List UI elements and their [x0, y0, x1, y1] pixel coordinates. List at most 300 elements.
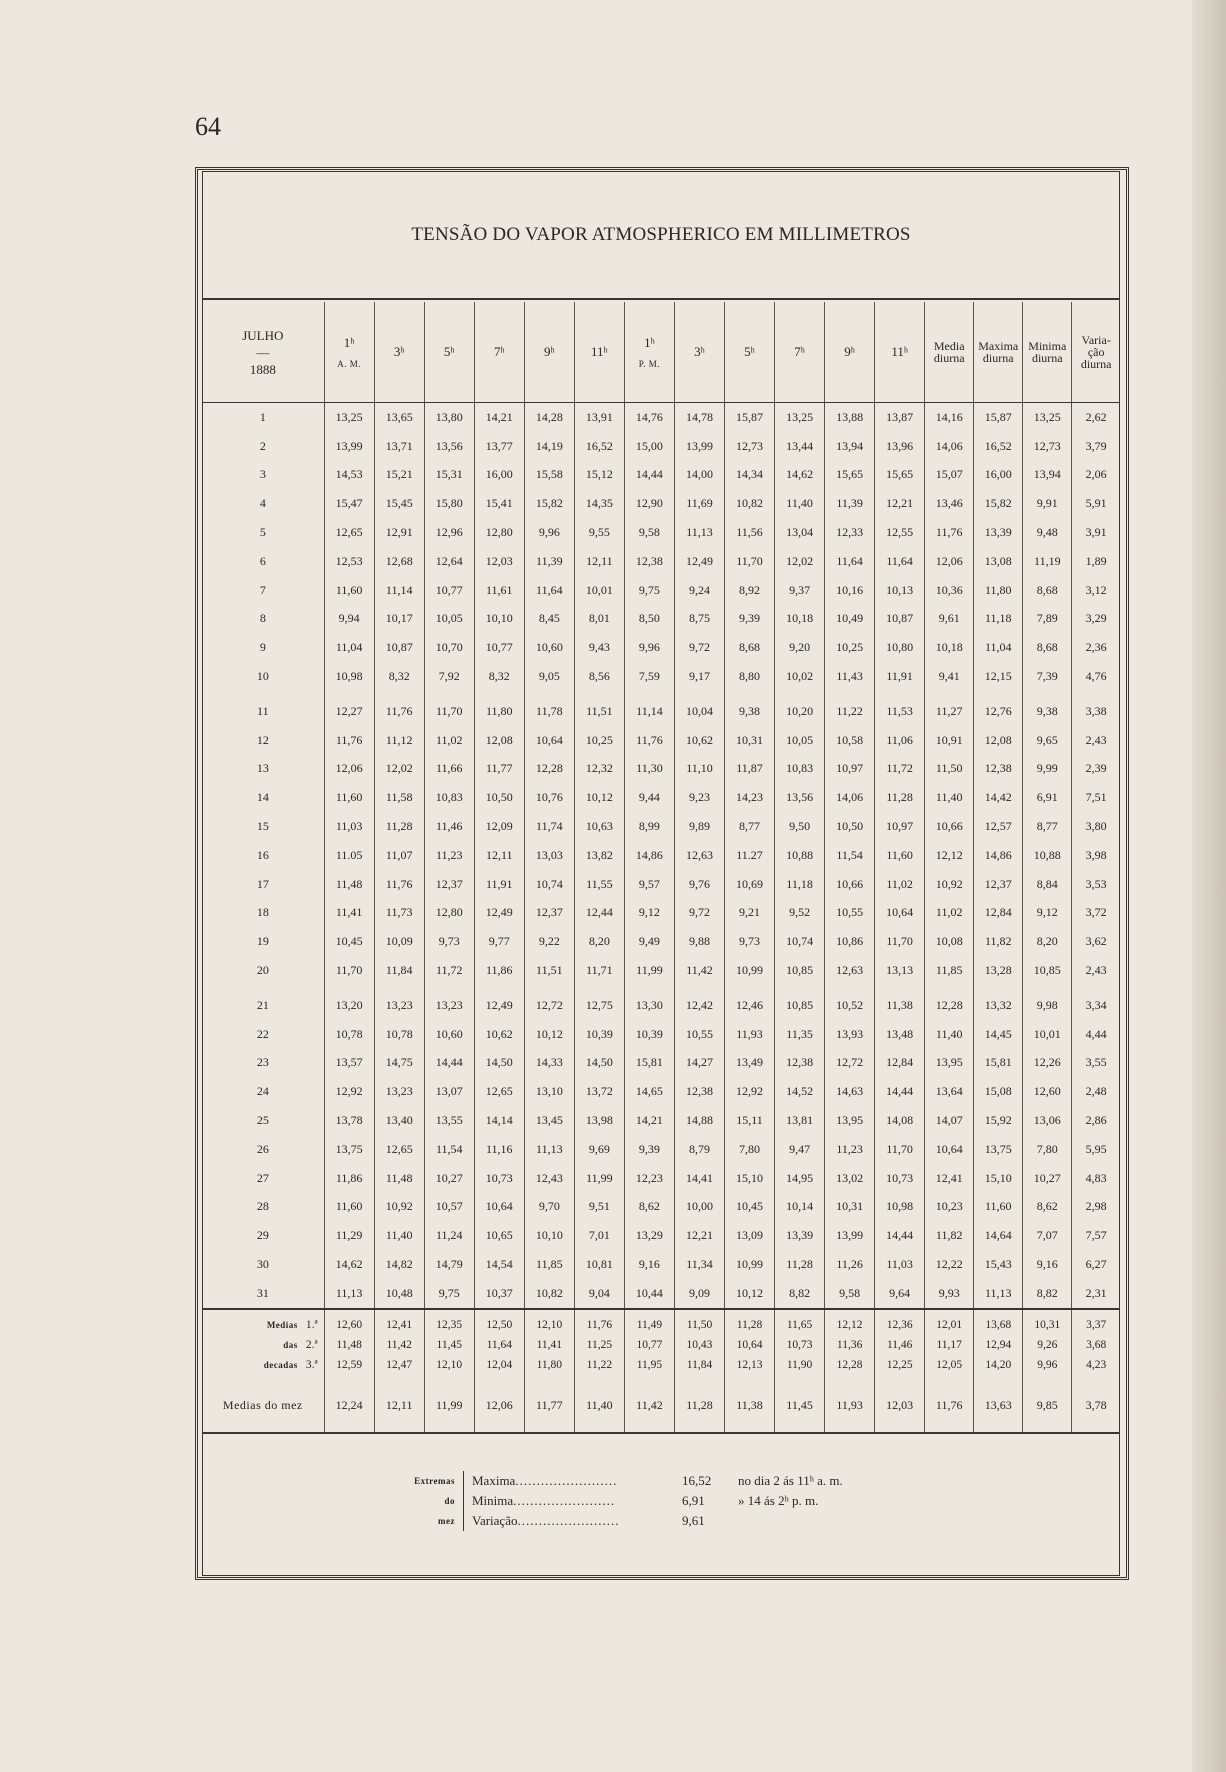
value-cell: 13,80 [424, 403, 474, 432]
value-cell: 14,00 [674, 461, 724, 490]
value-cell: 9,58 [825, 1279, 875, 1309]
table-row [202, 547, 1120, 576]
value-cell: 9,20 [775, 633, 825, 662]
value-cell: 10,39 [574, 1020, 624, 1049]
value-cell: 11,28 [674, 1380, 724, 1433]
value-cell: 15,87 [974, 403, 1023, 432]
value-cell: 11,93 [725, 1020, 775, 1049]
value-cell: 2,36 [1072, 633, 1120, 662]
value-cell: 13,64 [925, 1077, 974, 1106]
value-cell: 10,17 [374, 605, 424, 634]
value-cell: 12,90 [624, 489, 674, 518]
value-cell: 14,65 [624, 1077, 674, 1106]
value-cell: 10,91 [925, 726, 974, 755]
leader-dots: ........................ [513, 1493, 616, 1508]
value-cell: 9,12 [624, 899, 674, 928]
value-cell: 3,37 [1072, 1309, 1120, 1336]
hour-label: 9ʰ [844, 344, 855, 359]
hour-header [624, 302, 674, 403]
value-cell: 10,37 [474, 1279, 524, 1309]
value-cell: 11,90 [775, 1356, 825, 1380]
value-cell: 11,42 [674, 956, 724, 985]
value-cell: 8,45 [524, 605, 574, 634]
value-cell: 12,92 [324, 1077, 374, 1106]
value-cell: 16,00 [474, 461, 524, 490]
value-cell: 12,43 [524, 1164, 574, 1193]
table-row [202, 1106, 1120, 1135]
extreme-note: » 14 ás 2ʰ p. m. [738, 1493, 819, 1508]
value-cell: 13,29 [624, 1221, 674, 1250]
value-cell: 12,44 [574, 899, 624, 928]
value-cell: 8,56 [574, 662, 624, 691]
extreme-note: no dia 2 ás 11ʰ a. m. [738, 1473, 843, 1488]
value-cell: 14,06 [825, 783, 875, 812]
value-cell: 10,09 [374, 927, 424, 956]
brace [463, 1511, 472, 1531]
value-cell: 10,55 [825, 899, 875, 928]
extreme-value: 6,91 [682, 1493, 705, 1508]
value-cell: 9,64 [875, 1279, 925, 1309]
value-cell: 11,64 [474, 1336, 524, 1356]
value-cell: 11,27 [925, 697, 974, 726]
value-cell: 9,75 [424, 1279, 474, 1309]
value-cell: 12,03 [474, 547, 524, 576]
value-cell: 3,80 [1072, 812, 1120, 841]
value-cell: 12,38 [624, 547, 674, 576]
value-cell: 14,75 [374, 1049, 424, 1078]
value-cell: 10,52 [825, 991, 875, 1020]
value-cell: 11,76 [925, 1380, 974, 1433]
value-cell: 12,10 [424, 1356, 474, 1380]
value-cell: 10,18 [775, 605, 825, 634]
value-cell: 8,82 [1023, 1279, 1072, 1309]
value-cell: 9,61 [925, 605, 974, 634]
value-cell: 14,20 [974, 1356, 1023, 1380]
value-cell: 11,64 [524, 576, 574, 605]
value-cell: 10,60 [524, 633, 574, 662]
value-cell: 12,25 [875, 1356, 925, 1380]
value-cell: 14,06 [925, 432, 974, 461]
value-cell: 10,78 [374, 1020, 424, 1049]
table-row [202, 755, 1120, 784]
table-row [202, 927, 1120, 956]
value-cell: 15,21 [374, 461, 424, 490]
hour-label: 5ʰ [744, 344, 755, 359]
value-cell: 13,65 [374, 403, 424, 432]
value-cell: 11,87 [725, 755, 775, 784]
value-cell: 12,96 [424, 518, 474, 547]
value-cell: 16,52 [974, 432, 1023, 461]
value-cell: 12,12 [825, 1309, 875, 1336]
value-cell: 11,55 [574, 870, 624, 899]
value-cell: 12,53 [324, 547, 374, 576]
value-cell: 10,98 [875, 1193, 925, 1222]
day-cell: 3 [259, 467, 266, 482]
decade-label-cell [202, 1309, 324, 1336]
value-cell: 11,82 [925, 1221, 974, 1250]
value-cell: 11,60 [324, 783, 374, 812]
day-cell: 16 [256, 847, 269, 862]
value-cell: 9,23 [674, 783, 724, 812]
table-row [202, 1020, 1120, 1049]
value-cell: 14,14 [474, 1106, 524, 1135]
pm-label: P. M. [638, 359, 661, 369]
value-cell: 11,12 [374, 726, 424, 755]
value-cell: 12,03 [875, 1380, 925, 1433]
value-cell: 12,11 [374, 1380, 424, 1433]
value-cell: 11,45 [775, 1380, 825, 1433]
value-cell: 10,57 [424, 1193, 474, 1222]
hour-header [775, 302, 825, 403]
value-cell: 14,42 [974, 783, 1023, 812]
month-dash: — [256, 344, 270, 360]
value-cell: 10,82 [725, 489, 775, 518]
value-cell: 10,92 [925, 870, 974, 899]
value-cell: 12,28 [524, 755, 574, 784]
value-cell: 12,23 [624, 1164, 674, 1193]
value-cell: 12,01 [925, 1309, 974, 1336]
value-cell: 11,36 [825, 1336, 875, 1356]
hour-label: 9ʰ [543, 344, 555, 359]
day-cell: 4 [259, 496, 266, 511]
value-cell: 13,25 [324, 403, 374, 432]
value-cell: 14,78 [674, 403, 724, 432]
stat-header-media: Media diurna [925, 302, 974, 403]
table-row [202, 489, 1120, 518]
value-cell: 11,73 [374, 899, 424, 928]
value-cell: 11,64 [825, 547, 875, 576]
value-cell: 15,00 [624, 432, 674, 461]
value-cell: 11,23 [825, 1135, 875, 1164]
value-cell: 11,70 [875, 927, 925, 956]
value-cell: 10,86 [825, 927, 875, 956]
value-cell: 13,88 [825, 403, 875, 432]
decade-number: 2.ª [305, 1339, 318, 1352]
value-cell: 9,44 [624, 783, 674, 812]
value-cell: 15,12 [574, 461, 624, 490]
value-cell: 7,80 [1023, 1135, 1072, 1164]
value-cell: 9,96 [1023, 1356, 1072, 1380]
value-cell: 8,68 [725, 633, 775, 662]
value-cell: 9,04 [574, 1279, 624, 1309]
hour-header [674, 302, 724, 403]
value-cell: 12,76 [974, 697, 1023, 726]
value-cell: 10,50 [825, 812, 875, 841]
table-row [202, 518, 1120, 547]
value-cell: 10,27 [1023, 1164, 1072, 1193]
day-cell: 22 [256, 1026, 269, 1041]
value-cell: 10,12 [725, 1279, 775, 1309]
value-cell: 15,82 [974, 489, 1023, 518]
value-cell: 10,48 [374, 1279, 424, 1309]
month-header [202, 302, 324, 403]
value-cell: 16,52 [574, 432, 624, 461]
hour-header [825, 302, 875, 403]
value-cell: 13,02 [825, 1164, 875, 1193]
value-cell: 13,23 [374, 1077, 424, 1106]
value-cell: 2,39 [1072, 755, 1120, 784]
value-cell: 11,60 [324, 576, 374, 605]
leader-dots: ........................ [515, 1473, 618, 1488]
value-cell: 12,32 [574, 755, 624, 784]
value-cell: 11,70 [324, 956, 374, 985]
value-cell: 13,72 [574, 1077, 624, 1106]
value-cell: 11,18 [775, 870, 825, 899]
value-cell: 13,28 [974, 956, 1023, 985]
value-cell: 9,77 [474, 927, 524, 956]
value-cell: 9,21 [725, 899, 775, 928]
value-cell: 12,73 [725, 432, 775, 461]
value-cell: 3,62 [1072, 927, 1120, 956]
value-cell: 10,77 [474, 633, 524, 662]
table-row [202, 991, 1120, 1020]
value-cell: 13,56 [775, 783, 825, 812]
value-cell: 11,50 [674, 1309, 724, 1336]
value-cell: 11,69 [674, 489, 724, 518]
value-cell: 11,65 [775, 1309, 825, 1336]
value-cell: 10,10 [524, 1221, 574, 1250]
value-cell: 10,02 [775, 662, 825, 691]
value-cell: 9,94 [324, 605, 374, 634]
value-cell: 10,88 [1023, 841, 1072, 870]
value-cell: 10,45 [725, 1193, 775, 1222]
value-cell: 3,98 [1072, 841, 1120, 870]
value-cell: 11,54 [825, 841, 875, 870]
value-cell: 13,39 [974, 518, 1023, 547]
value-cell: 8,92 [725, 576, 775, 605]
value-cell: 13,95 [825, 1106, 875, 1135]
value-cell: 6,27 [1072, 1250, 1120, 1279]
value-cell: 11,45 [424, 1336, 474, 1356]
value-cell: 3,53 [1072, 870, 1120, 899]
table-row [202, 1049, 1120, 1078]
table-row [202, 1279, 1120, 1309]
day-cell: 23 [256, 1055, 269, 1070]
decade-row [202, 1356, 1120, 1380]
value-cell: 11,48 [374, 1164, 424, 1193]
value-cell: 11,60 [324, 1193, 374, 1222]
value-cell: 11,22 [574, 1356, 624, 1380]
value-cell: 9,47 [775, 1135, 825, 1164]
value-cell: 11,28 [775, 1250, 825, 1279]
value-cell: 11,64 [875, 547, 925, 576]
value-cell: 13,09 [725, 1221, 775, 1250]
value-cell: 11,72 [424, 956, 474, 985]
value-cell: 10,99 [725, 1250, 775, 1279]
value-cell: 9,88 [674, 927, 724, 956]
value-cell: 11,30 [624, 755, 674, 784]
value-cell: 11,49 [624, 1309, 674, 1336]
value-cell: 12,08 [974, 726, 1023, 755]
value-cell: 14,63 [825, 1077, 875, 1106]
hour-label: 3ʰ [393, 344, 405, 359]
value-cell: 16,00 [974, 461, 1023, 490]
day-cell: 26 [256, 1141, 269, 1156]
value-cell: 14,41 [674, 1164, 724, 1193]
value-cell: 11,51 [524, 956, 574, 985]
value-cell: 9,38 [1023, 697, 1072, 726]
value-cell: 12,57 [974, 812, 1023, 841]
value-cell: 12,68 [374, 547, 424, 576]
value-cell: 14,88 [674, 1106, 724, 1135]
value-cell: 8,32 [474, 662, 524, 691]
value-cell: 12,05 [925, 1356, 974, 1380]
value-cell: 11,14 [374, 576, 424, 605]
value-cell: 14,33 [524, 1049, 574, 1078]
value-cell: 11,58 [374, 783, 424, 812]
value-cell: 10,82 [524, 1279, 574, 1309]
value-cell: 14,27 [674, 1049, 724, 1078]
hour-header [875, 302, 925, 403]
table-row [202, 1164, 1120, 1193]
value-cell: 11,56 [725, 518, 775, 547]
value-cell: 15,81 [974, 1049, 1023, 1078]
extreme-name: Minima........................ [472, 1493, 616, 1508]
value-cell: 7,39 [1023, 662, 1072, 691]
value-cell: 10,85 [1023, 956, 1072, 985]
value-cell: 10,50 [474, 783, 524, 812]
value-cell: 9,73 [424, 927, 474, 956]
value-cell: 9,70 [524, 1193, 574, 1222]
value-cell: 15,11 [725, 1106, 775, 1135]
value-cell: 15,47 [324, 489, 374, 518]
table-row [202, 726, 1120, 755]
value-cell: 8,62 [624, 1193, 674, 1222]
value-cell: 9,16 [1023, 1250, 1072, 1279]
value-cell: 9,09 [674, 1279, 724, 1309]
table-row [202, 956, 1120, 985]
table-row [202, 870, 1120, 899]
hour-label: 1ʰ [644, 335, 655, 350]
day-cell: 6 [259, 553, 266, 568]
day-cell: 19 [256, 934, 269, 949]
value-cell: 2,86 [1072, 1106, 1120, 1135]
value-cell: 11,02 [875, 870, 925, 899]
value-cell: 12,15 [974, 662, 1023, 691]
value-cell: 13,96 [875, 432, 925, 461]
value-cell: 12,65 [374, 1135, 424, 1164]
value-cell: 12,38 [974, 755, 1023, 784]
value-cell: 8,62 [1023, 1193, 1072, 1222]
value-cell: 11,40 [925, 783, 974, 812]
value-cell: 10,77 [424, 576, 474, 605]
value-cell: 14,62 [324, 1250, 374, 1279]
value-cell: 12,06 [474, 1380, 524, 1433]
value-cell: 13,25 [775, 403, 825, 432]
value-cell: 12,55 [875, 518, 925, 547]
value-cell: 9,72 [674, 633, 724, 662]
extreme-name: Variação........................ [472, 1513, 620, 1528]
value-cell: 9,58 [624, 518, 674, 547]
value-cell: 2,98 [1072, 1193, 1120, 1222]
value-cell: 11,07 [374, 841, 424, 870]
value-cell: 12,75 [574, 991, 624, 1020]
value-cell: 9,73 [725, 927, 775, 956]
value-cell: 10,64 [875, 899, 925, 928]
value-cell: 10,83 [775, 755, 825, 784]
value-cell: 3,72 [1072, 899, 1120, 928]
value-cell: 8,50 [624, 605, 674, 634]
value-cell: 10,65 [474, 1221, 524, 1250]
value-cell: 9,65 [1023, 726, 1072, 755]
value-cell: 3,79 [1072, 432, 1120, 461]
value-cell: 14,34 [725, 461, 775, 490]
value-cell: 12,64 [424, 547, 474, 576]
value-cell: 12,13 [725, 1356, 775, 1380]
decade-group-label: das [283, 1340, 298, 1351]
value-cell: 13,39 [775, 1221, 825, 1250]
value-cell: 15,41 [474, 489, 524, 518]
value-cell: 11,28 [374, 812, 424, 841]
value-cell: 11,06 [875, 726, 925, 755]
value-cell: 10,66 [925, 812, 974, 841]
value-cell: 12,72 [825, 1049, 875, 1078]
value-cell: 14,50 [474, 1049, 524, 1078]
value-cell: 11,19 [1023, 547, 1072, 576]
value-cell: 11,54 [424, 1135, 474, 1164]
value-cell: 12,06 [925, 547, 974, 576]
table-row [202, 461, 1120, 490]
value-cell: 11.27 [725, 841, 775, 870]
day-cell: 20 [256, 963, 269, 978]
value-cell: 13,30 [624, 991, 674, 1020]
stat-header-minima: Minima diurna [1023, 302, 1072, 403]
hour-header [474, 302, 524, 403]
value-cell: 11,66 [424, 755, 474, 784]
month-average-row [202, 1380, 1120, 1433]
extreme-row [400, 1511, 960, 1531]
value-cell: 9,57 [624, 870, 674, 899]
value-cell: 13,07 [424, 1077, 474, 1106]
value-cell: 13,91 [574, 403, 624, 432]
value-cell: 12,73 [1023, 432, 1072, 461]
decade-group-label: Medias [266, 1320, 298, 1331]
value-cell: 14,44 [424, 1049, 474, 1078]
extreme-row [400, 1471, 960, 1491]
value-cell: 9,39 [725, 605, 775, 634]
value-cell: 11,41 [324, 899, 374, 928]
value-cell: 11,28 [725, 1309, 775, 1336]
value-cell: 12,59 [324, 1356, 374, 1380]
decade-label [202, 1339, 324, 1352]
value-cell: 9,91 [1023, 489, 1072, 518]
value-cell: 10,43 [674, 1336, 724, 1356]
value-cell: 8,77 [1023, 812, 1072, 841]
value-cell: 12,47 [374, 1356, 424, 1380]
page-number: 64 [195, 112, 221, 141]
value-cell: 10,16 [825, 576, 875, 605]
value-cell: 11,24 [424, 1221, 474, 1250]
value-cell: 9,51 [574, 1193, 624, 1222]
value-cell: 10,83 [424, 783, 474, 812]
value-cell: 12,60 [1023, 1077, 1072, 1106]
value-cell: 11,91 [875, 662, 925, 691]
value-cell: 13,94 [1023, 461, 1072, 490]
value-cell: 11,86 [474, 956, 524, 985]
value-cell: 8,68 [1023, 576, 1072, 605]
value-cell: 2,48 [1072, 1077, 1120, 1106]
value-cell: 14,95 [775, 1164, 825, 1193]
value-cell: 9,37 [775, 576, 825, 605]
value-cell: 13,94 [825, 432, 875, 461]
value-cell: 11,34 [674, 1250, 724, 1279]
value-cell: 15,92 [974, 1106, 1023, 1135]
value-cell: 11,74 [524, 812, 574, 841]
extreme-value: 16,52 [682, 1473, 712, 1488]
value-cell: 10,18 [925, 633, 974, 662]
value-cell: 12,12 [925, 841, 974, 870]
value-cell: 9,72 [674, 899, 724, 928]
